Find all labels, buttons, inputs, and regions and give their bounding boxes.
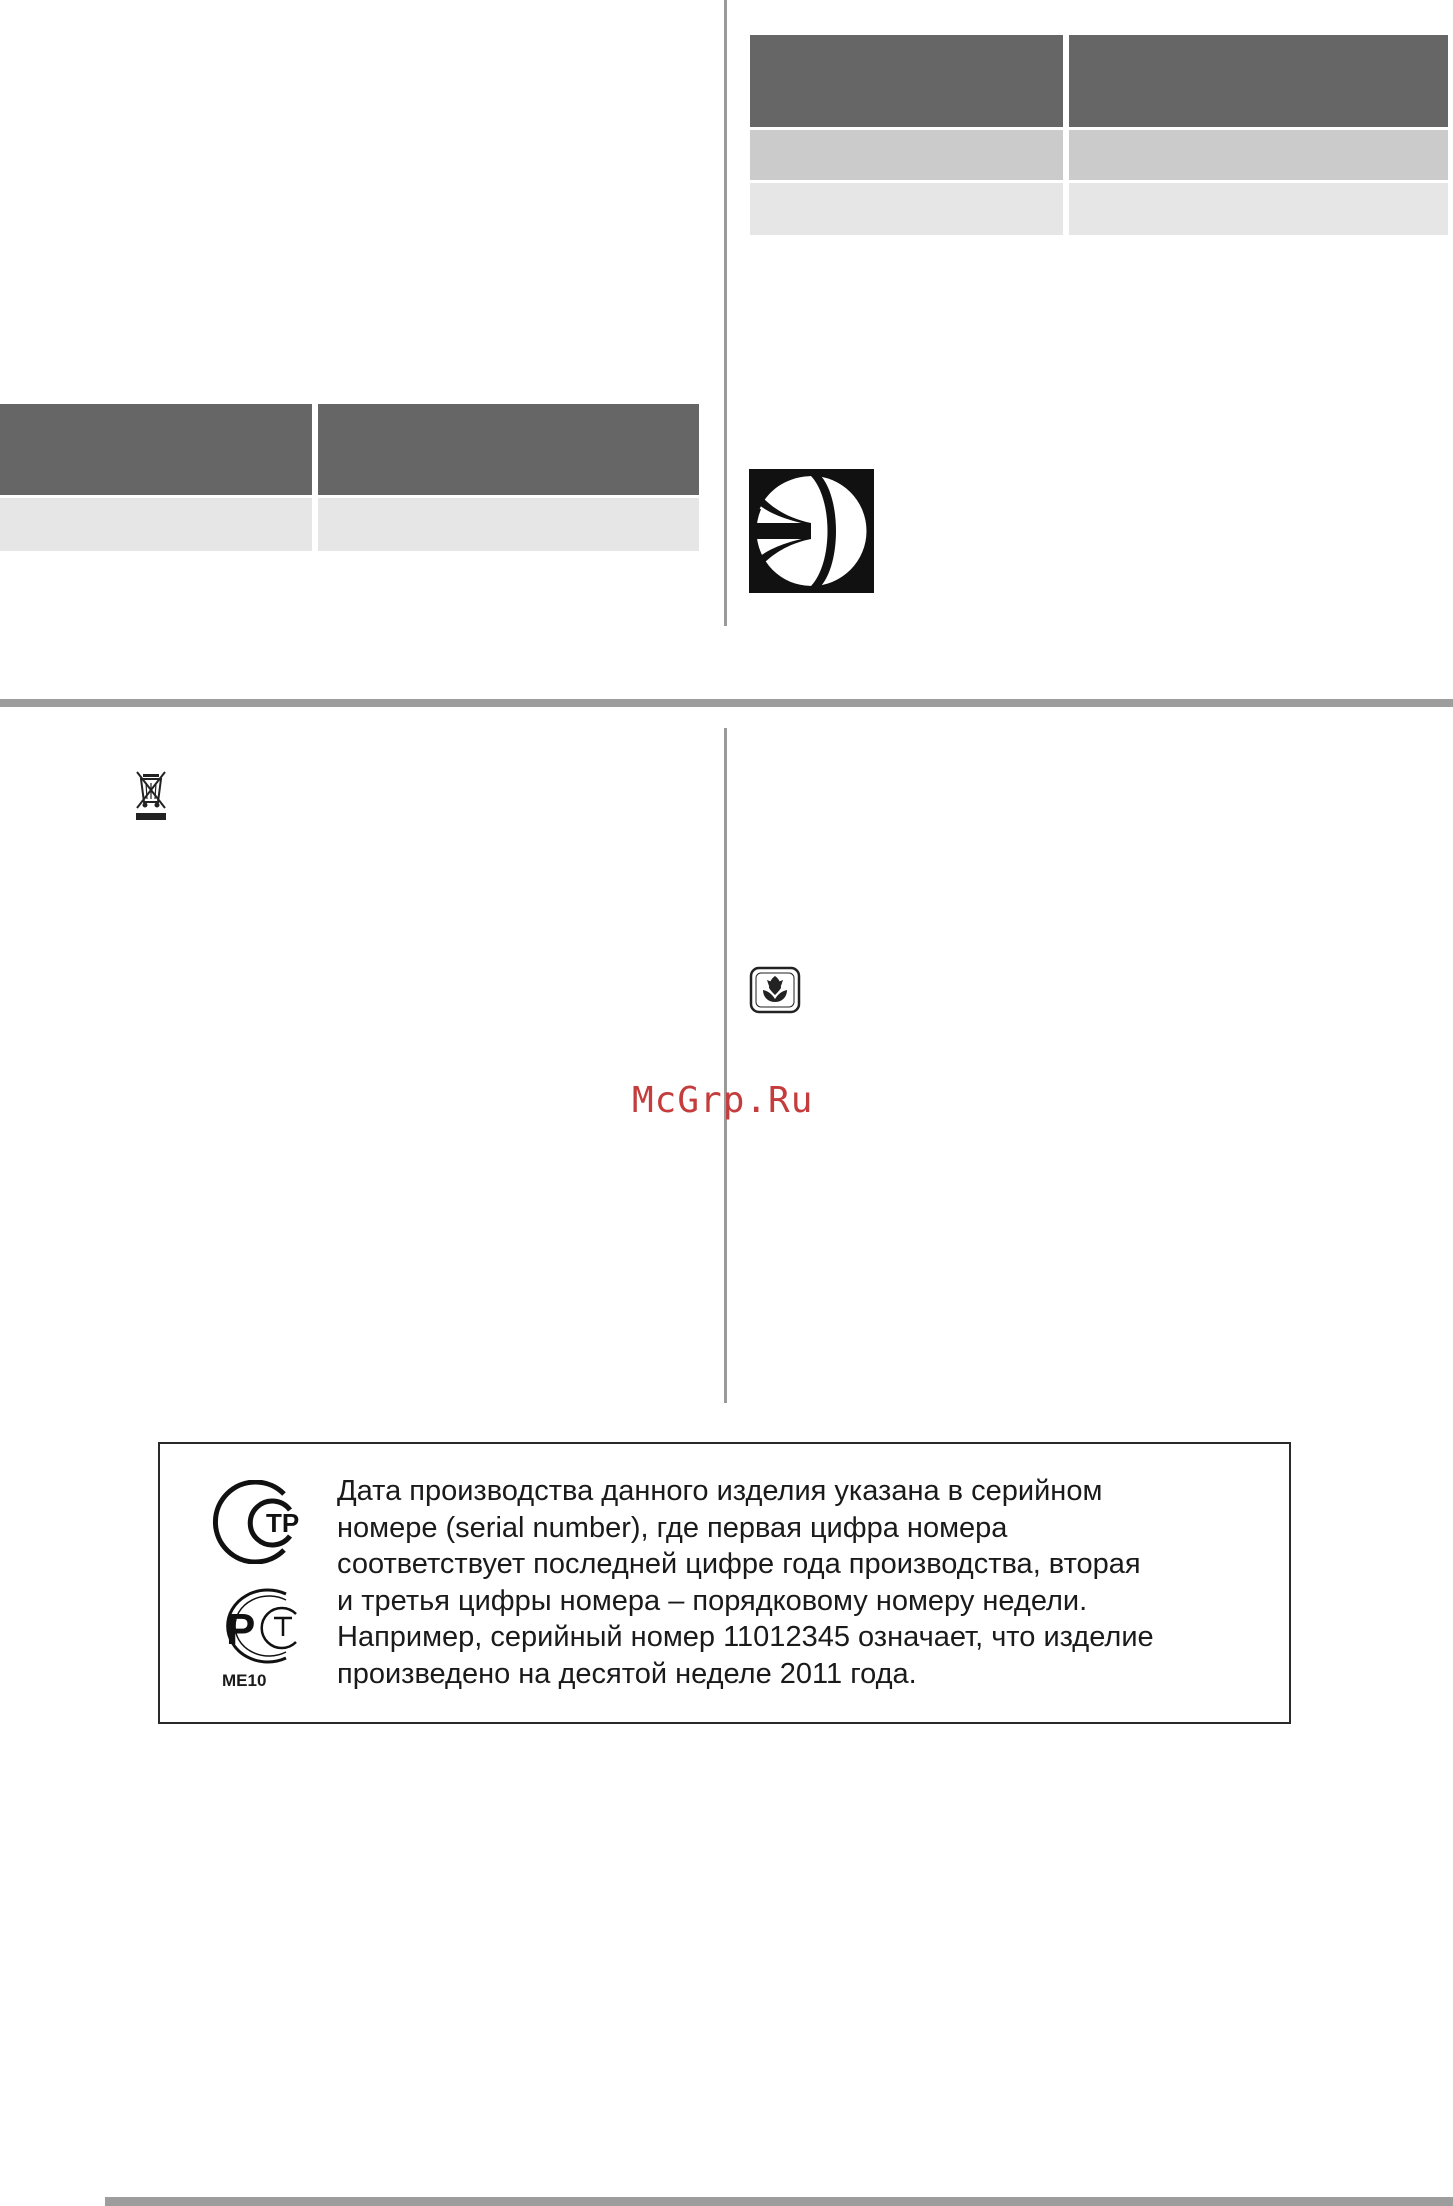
table-header-cell <box>750 35 1063 127</box>
section-divider <box>0 699 1453 707</box>
info-line: Дата производства данного изделия указана в серийном <box>337 1475 1103 1507</box>
info-text <box>337 1473 1277 1692</box>
table-cell <box>1069 130 1448 180</box>
table-row <box>750 183 1448 235</box>
svg-text:Р: Р <box>226 1605 256 1654</box>
column-divider-bottom <box>724 728 727 1403</box>
table-cell <box>0 498 312 551</box>
table-row <box>750 130 1448 180</box>
info-line: произведено на десятой неделе 2011 года. <box>337 1657 917 1690</box>
manufacture-date-info-box <box>158 1442 1291 1724</box>
table-header-row <box>750 35 1448 127</box>
table-header-cell <box>318 404 699 495</box>
table-cell <box>750 130 1063 180</box>
info-line: и третья цифры номера – порядковому номеру недели. <box>337 1584 1088 1617</box>
info-line: номере (serial number), где первая цифра номера <box>337 1511 1008 1544</box>
mark-label: ME10 <box>222 1671 267 1690</box>
electrolux-logo-icon <box>749 469 874 593</box>
table-row <box>0 498 699 551</box>
table-top-left <box>0 404 699 551</box>
footer-bar <box>105 2197 1453 2206</box>
table-cell <box>1069 183 1448 235</box>
table-header-cell <box>1069 35 1448 127</box>
table-header-row <box>0 404 699 495</box>
table-header-cell <box>0 404 312 495</box>
crossed-out-wheelie-bin-icon <box>133 770 169 822</box>
table-cell <box>318 498 699 551</box>
info-line: соответствует последней цифре года производства, вторая <box>337 1548 1141 1580</box>
pct-certification-icon <box>204 1584 308 1670</box>
column-divider-top <box>724 0 727 626</box>
info-line: Например, серийный номер 11012345 означает, что изделие <box>337 1621 1154 1653</box>
table-top-right <box>750 35 1448 235</box>
watermark-text: McGrp.Ru <box>632 1080 814 1121</box>
eac-tr-certification-icon <box>204 1480 308 1564</box>
environment-flower-icon <box>749 966 801 1014</box>
table-cell <box>750 183 1063 235</box>
svg-text:ТР: ТР <box>266 1508 300 1538</box>
